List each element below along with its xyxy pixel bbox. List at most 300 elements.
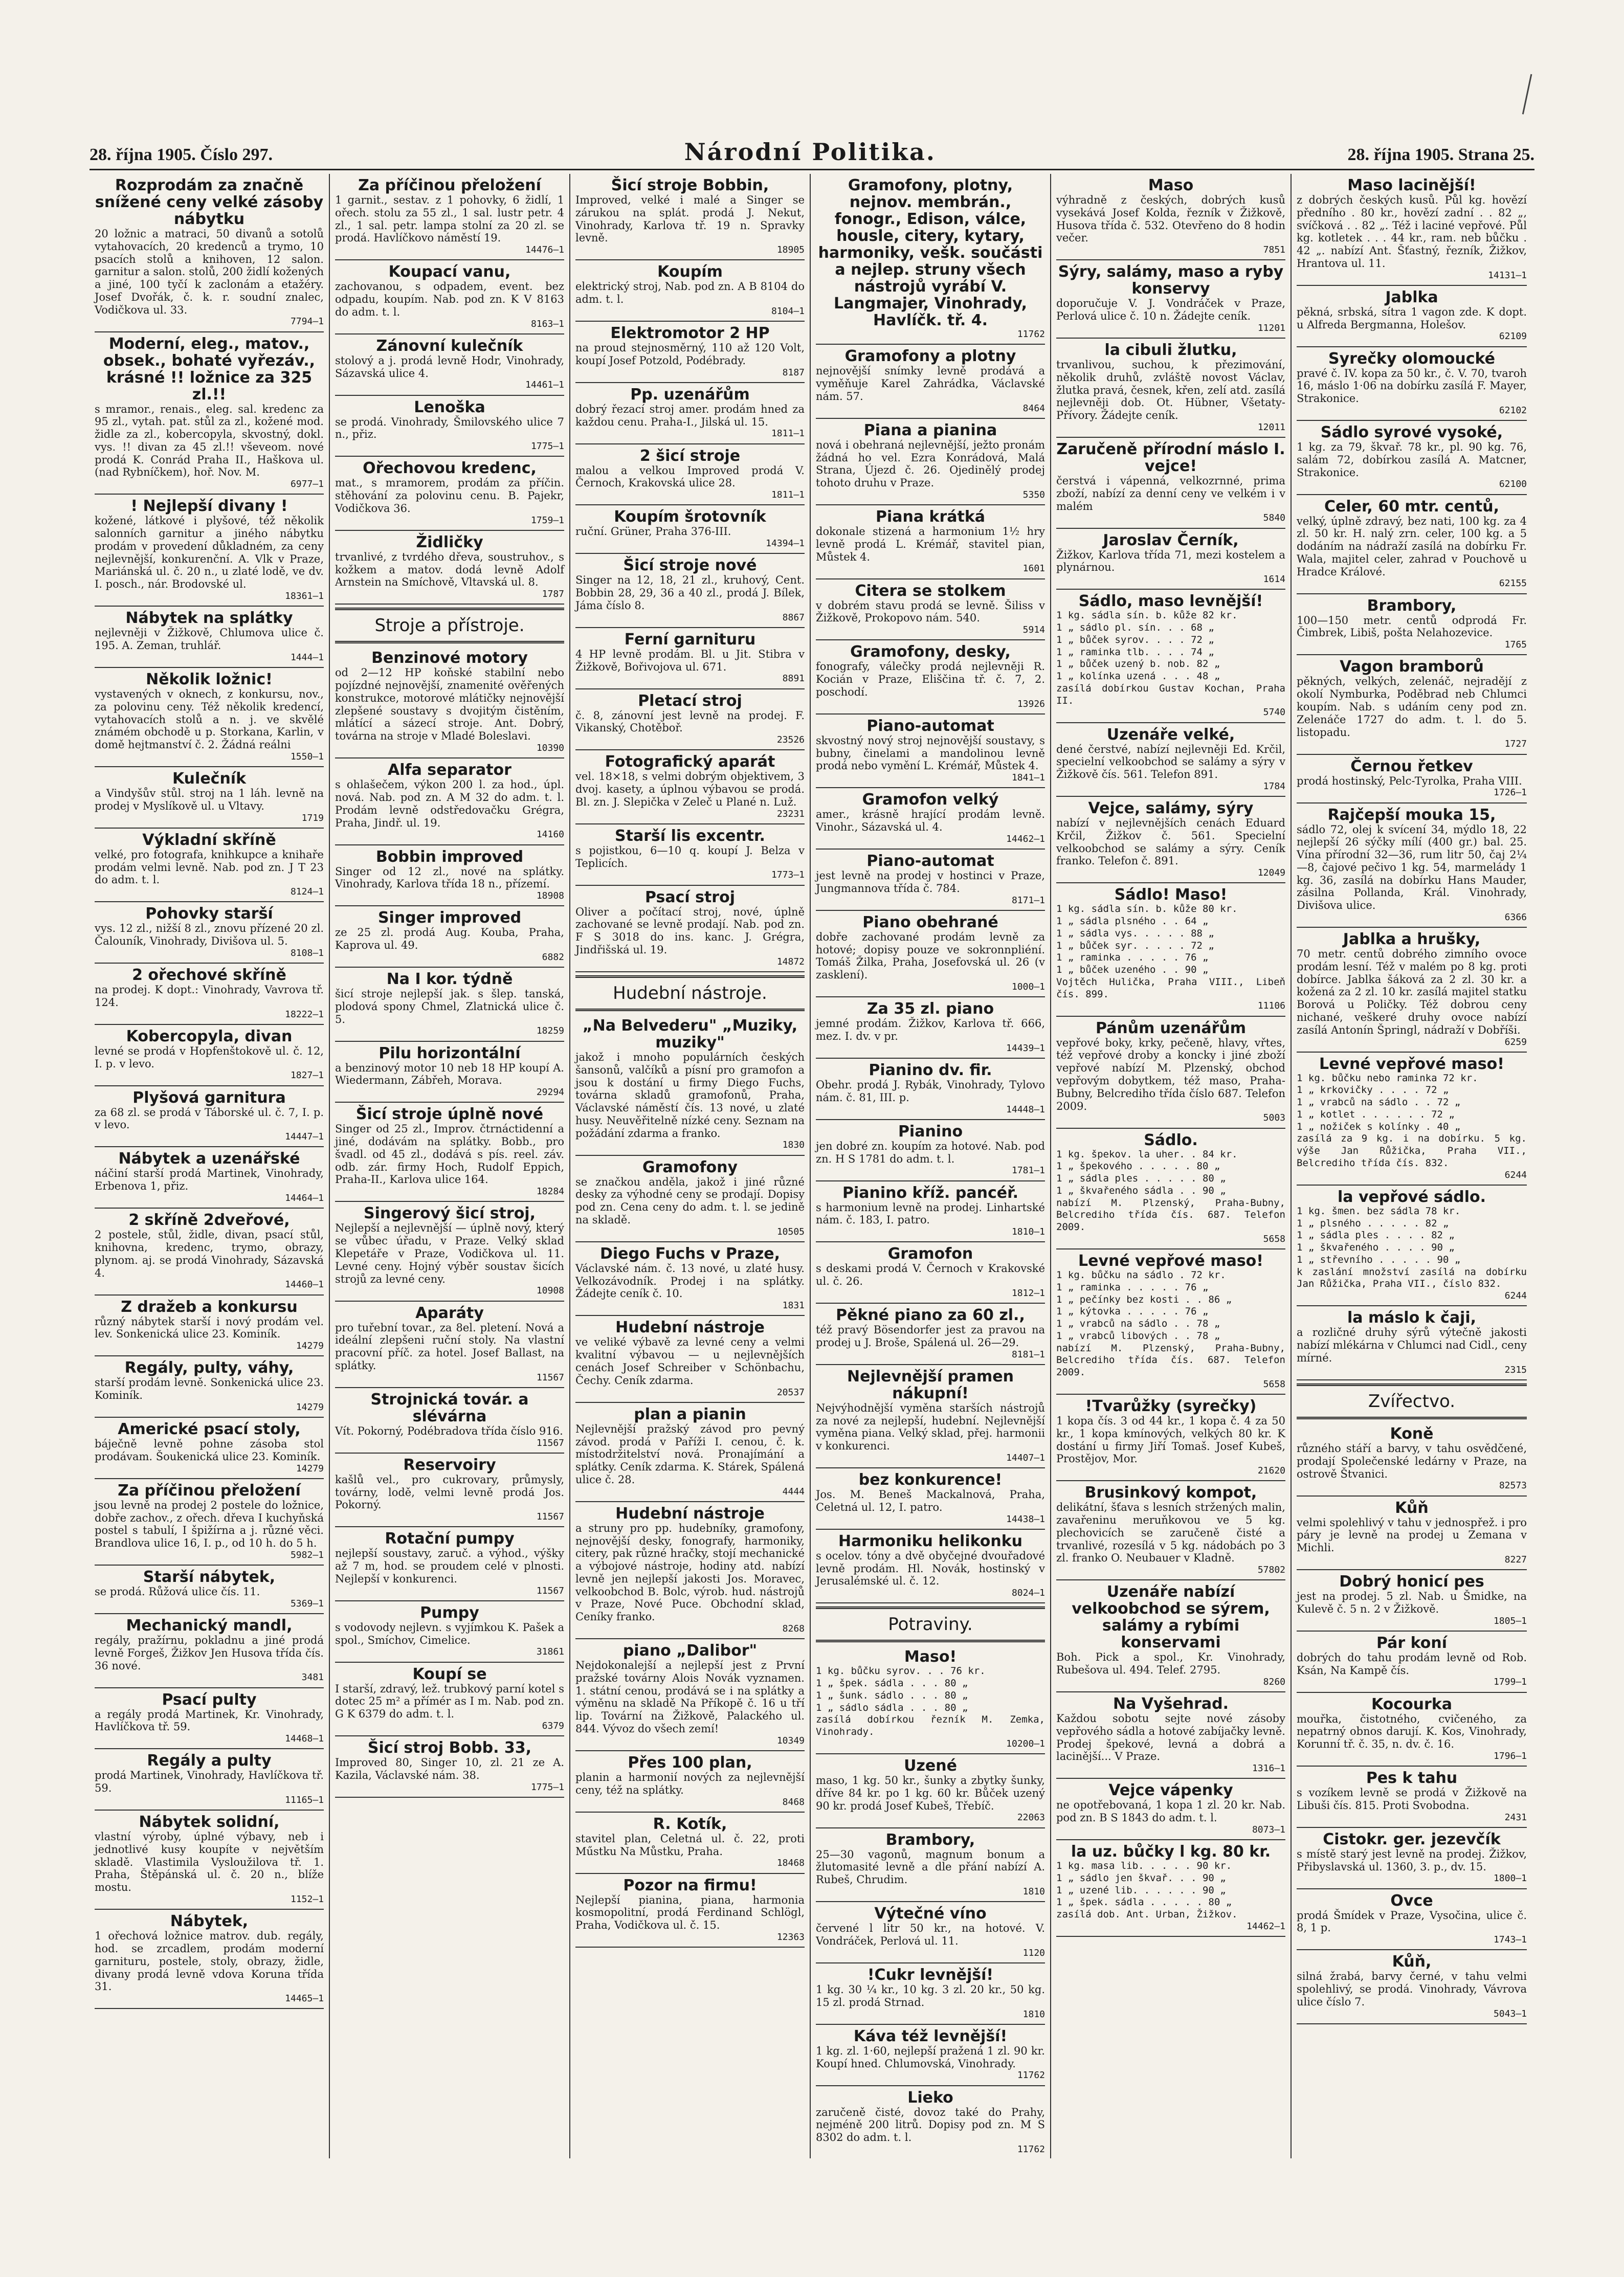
- classified-ad: [816, 997, 1045, 1059]
- classified-ad: [1056, 797, 1285, 883]
- ad-body: různého stáří a barvy, v tahu osvědčené, prodají Společenské ledárny v Praze, na ostrově Štvanici.: [1297, 1442, 1527, 1480]
- classified-ad: [335, 260, 564, 334]
- ad-headline: Vejce, salámy, sýry: [1088, 799, 1254, 818]
- classified-ad: [575, 1874, 805, 1948]
- ad-reference-number: 18222—1: [285, 1009, 324, 1020]
- ad-reference-number: 14407—1: [1006, 1452, 1045, 1463]
- ad-headline: Zaručeně přírodní máslo I. vejce!: [1056, 440, 1285, 476]
- ad-headline: Koupací vanu,: [388, 263, 511, 281]
- ad-body: jemné prodám. Žižkov, Karlova tř. 666, mez. I. dv. v pr.: [816, 1017, 1045, 1043]
- page-number: 28. října 1905. Strana 25.: [1347, 145, 1534, 164]
- ad-headline: Za příčinou přeložení: [118, 1481, 301, 1500]
- classified-ad: [95, 1614, 324, 1688]
- ad-headline: Koně: [1390, 1424, 1434, 1443]
- ad-body: z dobrých českých kusů. Půl kg. hovězí předního . 80 kr., hovězí zadní . . 82 „, svíčková . . 82 „. Též i laciné vepřové. Půl kg. kotletek . . . 44 kr., ram. neb bůčku . 42 „. nabízí Ant. Šťastný, řezník, Žižkov, Hrantova ul. 11.: [1297, 194, 1527, 270]
- classified-ad: [95, 1811, 324, 1910]
- ad-body: mat., s mramorem, prodám za příčin. stěhování za polovinu cenu. B. Pajekr, Vodičkova 36.: [335, 477, 564, 515]
- ad-body: Nejdokonalejší a nejlepší jest z První pražské továrny Alois Novák vyznamen. 1. státní cenou, prodává se i na splátky a výměnu na skladě Na Příkopě č. 16 u tří lip. Tovární na Žižkově, Palackého ul. 844. Vývoz do všech zemí!: [575, 1659, 805, 1735]
- ad-body: Jos. M. Beneš Mackalnová, Praha, Celetná ul. 12, I. patro.: [816, 1488, 1045, 1513]
- classified-ad: [816, 345, 1045, 419]
- ad-body: ve veliké výbavě za levné ceny a velmi kvalitní výbavou — u nejlevnějších cenách Josef Schreiber v Schönbachu, Čechy. Ceník zdarma.: [575, 1336, 805, 1387]
- ad-body: nejlepší soustavy, zaruč. a výhod., výšky až 7 m, hod. se proudem celé v plnosti. Nejlepší v konkurenci.: [335, 1547, 564, 1585]
- ad-body: Obehr. prodá J. Rybák, Vinohrady, Tylovo nám. č. 81, III. p.: [816, 1079, 1045, 1104]
- classified-ad: [95, 1147, 324, 1209]
- ad-body: ruční. Grüner, Praha 376-III.: [575, 525, 731, 538]
- ad-reference-number: 1775—1: [530, 441, 564, 452]
- ad-body: jen dobré zn. koupím za hotové. Nab. pod zn. H S 1781 do adm. t. l.: [816, 1140, 1045, 1165]
- ad-headline: Přes 100 plan,: [628, 1753, 752, 1772]
- classified-ad: [816, 2086, 1045, 2158]
- ad-body: Václavské nám. č. 13 nové, u zlaté husy. Velkozávodník. Prodej i na splátky. Žádejte ceník č. 10.: [575, 1262, 805, 1300]
- ad-reference-number: 1800—1: [1493, 1873, 1527, 1884]
- ad-body: 70 metr. centů dobrého zimního ovoce prodám lesní. Též v malém po 8 kg. proti dobírce. Jablka šáková za 2 zl. 30 kr. a kožená za 2 zl. 10 kr. zasílá majitel statku Borová u Poličky. Též dobrou ceny nichané, veškeré druhy ovoce nabízí zasílá Antonín Špringl, nádraží v Dobříši.: [1297, 948, 1527, 1036]
- ad-reference-number: 11201: [1257, 322, 1285, 333]
- ad-headline: Pohovky starší: [145, 905, 273, 923]
- classified-ad: [816, 1530, 1045, 1604]
- classified-ad: [816, 788, 1045, 850]
- ad-headline: Moderní, eleg., matov., obsek., bohaté vyřezáv., krásné !! ložnice za 325 zl.!!: [103, 334, 316, 404]
- classified-ad: [95, 1566, 324, 1614]
- ad-reference-number: 62109: [1499, 331, 1527, 342]
- ad-headline: Vagon bramborů: [1340, 658, 1484, 676]
- ad-reference-number: 6977—1: [290, 479, 324, 490]
- classified-ad: [335, 174, 564, 260]
- ad-body: a Vindyšův stůl. stroj na 1 láh. levně na prodej v Myslíkově ul. u Vltavy.: [95, 787, 324, 812]
- ad-headline: ! Nejlepší divany !: [130, 497, 288, 516]
- ad-reference-number: 5914: [1022, 624, 1045, 636]
- classified-ad: [1297, 1950, 1527, 2024]
- ad-reference-number: 1811—1: [771, 428, 805, 439]
- classified-ad: [1297, 1828, 1527, 1889]
- ad-reference-number: 57802: [1257, 1565, 1285, 1576]
- ad-headline: Strojnická továr. a slévárna: [370, 1390, 529, 1425]
- classified-ad: [816, 1963, 1045, 2025]
- ad-reference-number: 1773—1: [771, 869, 805, 881]
- classified-ad: [816, 640, 1045, 715]
- classified-ad: [95, 495, 324, 607]
- ad-reference-number: 14461—1: [525, 380, 564, 391]
- classified-ad: [1297, 655, 1527, 754]
- ad-body: se značkou anděla, jakož i jiné různé desky za výhodné ceny se prodají. Dopisy pod zn. Cena ceny do adm. t. l. se jedině na skladě.: [575, 1175, 805, 1226]
- ad-reference-number: 8891: [782, 673, 805, 684]
- ad-headline: Psací stroj: [645, 888, 735, 906]
- ad-body: 25—30 vagonů, magnum bonum a žlutomasité levně a dle přání nabízí A. Rubeš, Chrudim.: [816, 1848, 1045, 1886]
- classified-ad: [1297, 1053, 1527, 1186]
- ad-body: pěkná, srbská, sítra 1 vagon zde. K dopt. u Alfreda Bergmanna, Holešov.: [1297, 305, 1527, 331]
- classified-ad: [335, 845, 564, 907]
- ad-headline: Hudební nástroje: [615, 1319, 765, 1337]
- classified-ad: [95, 1086, 324, 1148]
- classified-ad: [816, 505, 1045, 579]
- classified-ad: [95, 1025, 324, 1086]
- classified-ad: [1297, 1570, 1527, 1632]
- ad-headline: Mechanický mandl,: [126, 1617, 293, 1635]
- ad-headline: Piana a pianina: [863, 421, 997, 439]
- classified-ad: [575, 505, 805, 554]
- ad-headline: Gramofon: [887, 1245, 973, 1263]
- classified-ad: [335, 906, 564, 968]
- ad-headline: Koupím šrotovník: [614, 508, 766, 526]
- classified-ad: [816, 174, 1045, 345]
- classified-ad: [575, 886, 805, 972]
- classified-ad: [1056, 590, 1285, 723]
- ad-reference-number: 18468: [776, 1858, 805, 1869]
- price-list: 1 kg. špekov. la uher. . 84 kr. 1 „ špekového . . . . . 80 „ 1 „ sádla ples . . . . . 80 „ 1 „ škvařeného sádla . . 90 „ nabízí M. Plzenský, Praha-Bubny, Belcrediho třída čís. 687. Telefon 2009.: [1056, 1148, 1285, 1233]
- classified-ad: [575, 383, 805, 444]
- classified-ad: [95, 964, 324, 1025]
- ad-headline: Šicí stroj Bobb. 33,: [367, 1739, 532, 1757]
- ad-body: Vít. Pokorný, Podébradova třída číslo 916.: [335, 1424, 563, 1437]
- ad-reference-number: 6379: [542, 1720, 564, 1731]
- ad-headline: la vepřové sádlo.: [1338, 1188, 1486, 1206]
- ad-body: doporučuje V. J. Vondráček v Praze, Perlová ulice č. 10 n. Žádejte ceník.: [1056, 297, 1285, 323]
- classified-ad: [575, 1403, 805, 1502]
- ad-headline: Celer, 60 mtr. centů,: [1324, 497, 1499, 516]
- ad-reference-number: 8181—1: [1011, 1349, 1045, 1360]
- ad-headline: Gramofony a plotny: [844, 347, 1016, 366]
- classified-ad: [95, 668, 324, 767]
- ad-body: velké, pro fotografa, knihkupce a knihaře prodám velmi levně. Nab. pod zn. J T 23 do adm. t. l.: [95, 848, 324, 886]
- ad-headline: Šicí stroje nové: [623, 556, 757, 575]
- classified-ad: [816, 1365, 1045, 1468]
- ad-headline: Reservoiry: [403, 1456, 496, 1474]
- classified-ad: [95, 902, 324, 964]
- ad-reference-number: 14131—1: [1488, 270, 1527, 281]
- issue-date: 28. října 1905. Číslo 297.: [90, 145, 273, 164]
- ad-body: 2 postele, stůl, židle, divan, psací stůl, knihovna, kredenc, trymo, obrazy, plynom. aj. se prodá Vinohrady, Sázavská 4.: [95, 1229, 324, 1279]
- classified-ad: [335, 457, 564, 531]
- ad-reference-number: 1550—1: [290, 751, 324, 762]
- ad-headline: Kulečník: [172, 770, 247, 788]
- ad-reference-number: 1719: [301, 812, 324, 823]
- ad-reference-number: 11762: [1017, 2070, 1045, 2081]
- ad-body: čerstvá i vápenná, velkozrnné, prima zboží, nabízí za denní ceny ve velkém i v malém: [1056, 475, 1285, 512]
- classified-ad: [95, 1749, 324, 1811]
- ad-headline: Na I kor. týdně: [386, 970, 513, 989]
- classified-ad: [816, 1754, 1045, 1828]
- ad-body: 1 kg. zl. 1·60, nejlepší pražená 1 zl. 90 kr. Koupí hned. Chlumovská, Vinohrady.: [816, 2044, 1045, 2070]
- ad-reference-number: 12011: [1257, 421, 1285, 433]
- ad-reference-number: 1614: [1263, 574, 1285, 585]
- classified-ad: [575, 1502, 805, 1639]
- ad-headline: Aparáty: [415, 1304, 484, 1322]
- ad-headline: Gramofony, desky,: [850, 643, 1011, 661]
- classified-ad: [1297, 495, 1527, 594]
- classified-ad: [575, 628, 805, 689]
- ad-body: amer., krásně hrající prodám levně. Vinohr., Sázavská ul. 4.: [816, 808, 1045, 834]
- ad-headline: Gramofon velký: [862, 791, 999, 809]
- classified-ad: [1297, 928, 1527, 1053]
- classified-ad: [816, 715, 1045, 789]
- ad-headline: Sádlo! Maso!: [1114, 886, 1228, 904]
- price-list: 1 kg. šmen. bez sádla 78 kr. 1 „ plsného . . . . . 82 „ 1 „ sádla ples . . . . 82 „ 1 „ škvařeného . . . . 90 „ 1 „ střevního . . . . . 90 „ k zaslání množství zasílá na dobírku Jan Růžička, Praha VII., číslo 832.: [1297, 1205, 1527, 1290]
- ad-reference-number: 62100: [1499, 479, 1527, 490]
- ad-reference-number: 2315: [1504, 1364, 1527, 1375]
- ad-body: nejlevněji v Žižkově, Chlumova ulice č. 195. A. Zeman, truhlář.: [95, 627, 324, 652]
- classified-ad: [95, 767, 324, 829]
- ad-body: delikátní, šťava s lesních stržených malin, zavařeninu meruňkovou ve 5 kg. plechovicích se zaručeně čisté a trvanlivé, rozesílá v 5 kg. nádobách po 3 zl. franko O. Neubauer v Kladně.: [1056, 1501, 1285, 1565]
- ad-body: jsou levně na prodej 2 postele do ložnice, dobře zachov., z ořech. dřeva I kuchyňská postel s tabulí, I špižírna a j. různé věci. Brandlova ulice 16, I. p., od 10 h. do 5 h.: [95, 1499, 324, 1550]
- ad-body: vlastní výroby, úplné výbavy, neb i jednotlivé kusy koupíte v největším skladě. Vlastimila Vysloužilova tř. 1. Praha, Štěpánská ul. č. 20 n., blíže mostu.: [95, 1830, 324, 1894]
- price-list: 1 kg. bůčku nebo raminka 72 kr. 1 „ krkovičky . . . . 72 „ 1 „ vrabců na sádlo . . 72 „ 1 „ kotlet . . . . . . 72 „ 1 „ nožiček s kolínky . 40 „ zasílá za 9 kg. i na dobírku. 5 kg. výše Jan Růžička, Praha VII., Belcrediho třída čís. 832.: [1297, 1072, 1527, 1169]
- ad-headline: Nábytek solidní,: [139, 1813, 280, 1832]
- ad-body: šicí stroje nejlepší jak. s šlep. tanská, plodová spony Chmel, Zlatnická ulice č. 5.: [335, 988, 564, 1025]
- ad-headline: Bobbin improved: [375, 847, 524, 866]
- ad-body: na prodej. K dopt.: Vinohrady, Vavrova tř. 124.: [95, 984, 324, 1009]
- ad-body: a rozličné druhy sýrů výtečně jakosti nabízí mlékárna v Chlumci nad Cidl., ceny mírné.: [1297, 1326, 1527, 1364]
- ad-reference-number: 10200—1: [1006, 1738, 1045, 1749]
- ad-reference-number: 1316—1: [1252, 1763, 1285, 1774]
- classified-ad: [1056, 1017, 1285, 1129]
- ad-body: fonografy, válečky prodá nejlevněji R. Kocián v Praze, Eliščina tř. č. 7, 2. poschodí.: [816, 660, 1045, 698]
- ad-reference-number: 18259: [536, 1025, 564, 1037]
- ad-headline: piano „Dalibor": [622, 1642, 758, 1660]
- ad-reference-number: 8187: [782, 367, 805, 378]
- ad-reference-number: 1827—1: [290, 1070, 324, 1081]
- ad-reference-number: 10349: [776, 1735, 805, 1746]
- ad-headline: Singer improved: [377, 909, 522, 927]
- ad-body: velký, úplně zdravý, bez nati, 100 kg. za 4 zl. 50 kr. H. nalý zrn. celer, 100 kg. a 5 dodáním na nádraží zasílá na dobírku Fr. Wala, majitel celer, zahrad v Pouchově u Hradce Králové.: [1297, 515, 1527, 578]
- classified-ad: [575, 1242, 805, 1316]
- ad-reference-number: 2431: [1504, 1812, 1527, 1823]
- column-4: [811, 174, 1051, 2158]
- ad-body: 20 ložnic a matraci, 50 divanů a sotolů vytahovacích, 20 kredenců a trymo, 10 psacích stolů a knihoven, 12 salon. garnitur a salon. stolů, 200 židlí kožených a jiné, 100 tyčí k zaclonám a etažéry. Josef Dvořák, č. k. r. soudní znalec, Vodičkova ul. 33.: [95, 228, 324, 316]
- ad-body: pravé č. IV. kopa za 50 kr., č. V. 70, tvaroh 16, máslo 1·06 na dobírku zasílá F. Mayer, Strakonice.: [1297, 367, 1527, 405]
- ad-body: nabízí v nejlevnějších cenách Eduard Krčil, Žižkov č. 561. Specielní velkoobchod se salámy a sýry. Ceník franko. Telefon č. 891.: [1056, 817, 1285, 867]
- ad-headline: Singerový šicí stroj,: [364, 1204, 536, 1223]
- ad-headline: Harmoniku helikonku: [838, 1532, 1023, 1550]
- classified-ad: [1297, 755, 1527, 803]
- ad-headline: Z dražeb a konkursu: [121, 1298, 298, 1316]
- ad-body: skvostný nový stroj nejnovější soustavy, s bubny, činelami a mandolinou levně prodá nebo vymění L. Krémář, Můstek 4.: [816, 734, 1045, 772]
- ad-headline: Šicí stroje Bobbin,: [611, 176, 769, 194]
- ad-headline: Pumpy: [420, 1603, 479, 1622]
- ad-reference-number: 11567: [536, 1372, 564, 1383]
- ad-headline: Levné vepřové maso!: [1078, 1252, 1263, 1270]
- classified-ad: [816, 1468, 1045, 1530]
- classified-ad: [335, 1601, 564, 1663]
- classified-ad: [1297, 1186, 1527, 1306]
- ad-headline: 2 šicí stroje: [639, 447, 741, 465]
- section-heading: Potraviny.: [816, 1606, 1045, 1642]
- ad-reference-number: 8227: [1504, 1554, 1527, 1565]
- ad-headline: Lenoška: [414, 398, 485, 416]
- ad-body: prodá Martinek, Vinohrady, Havlíčkova tř. 59.: [95, 1769, 324, 1795]
- classified-ad: [1297, 1306, 1527, 1380]
- ad-reference-number: 22063: [1017, 1812, 1045, 1823]
- ad-reference-number: 5369—1: [290, 1598, 324, 1609]
- ad-headline: Zánovní kulečník: [376, 337, 523, 355]
- classified-ad: [335, 1454, 564, 1528]
- column-2: [330, 174, 570, 2158]
- ad-body: 1 kg. za 79, škvař. 78 kr., pl. 90 kg. 76, salám 72, dobírkou zasílá A. Matcner, Strakonice.: [1297, 441, 1527, 479]
- ad-reference-number: 5740: [1263, 707, 1285, 718]
- ad-reference-number: 11762: [1017, 329, 1045, 340]
- classified-ad: [1056, 723, 1285, 797]
- ad-reference-number: 1784: [1263, 780, 1285, 792]
- ad-headline: Sádlo.: [1144, 1131, 1198, 1149]
- ad-columns: [90, 174, 1532, 2158]
- classified-ad: [816, 911, 1045, 997]
- classified-ad: [1056, 438, 1285, 529]
- ad-headline: Pár koní: [1376, 1634, 1448, 1652]
- ad-body: Boh. Pick a spol., Kr. Vinohrady, Rubešova ul. 494. Telef. 2795.: [1056, 1651, 1285, 1677]
- ad-headline: Pěkné piano za 60 zl.,: [836, 1306, 1025, 1325]
- classified-ad: [1297, 1632, 1527, 1693]
- ad-headline: Černou řetkev: [1350, 757, 1473, 775]
- ad-reference-number: 1841—1: [1011, 772, 1045, 784]
- ad-body: 1 garnit., sestav. z 1 pohovky, 6 židlí, 1 ořech. stolu za 55 zl., 1 sal. lustr petr. 4 zl., 1 sal. petr. lampa stolní za 20 zl. se prodá. Havlíčkovo náměstí 19.: [335, 194, 564, 244]
- ad-body: s deskami prodá V. Černoch v Krakovské ul. č. 26.: [816, 1262, 1045, 1288]
- ad-headline: !Cukr levnější!: [867, 1966, 994, 1984]
- ad-headline: Pilu horizontální: [379, 1044, 521, 1062]
- classified-ad: [335, 396, 564, 457]
- ad-reference-number: 1781—1: [1011, 1165, 1045, 1176]
- ad-headline: la máslo k čaji,: [1347, 1309, 1477, 1327]
- classified-ad: [95, 1688, 324, 1750]
- ad-headline: Ovce: [1390, 1891, 1433, 1910]
- ad-reference-number: 1796—1: [1493, 1750, 1527, 1761]
- ad-headline: Pianino dv. fir.: [869, 1061, 992, 1080]
- ad-reference-number: 11762: [1017, 2144, 1045, 2155]
- ad-reference-number: 29294: [536, 1087, 564, 1098]
- ad-body: prodá Šmídek v Praze, Vysočina, ulice č. 8, 1 p.: [1297, 1909, 1527, 1934]
- ad-body: s mramor., renais., eleg. sal. kredenc za 95 zl., vytah. pat. stůl za zl., kožené mod. židle za zl., kobercopyla, skvostný, dokl. vys. !! divan za 45 zl.!! vševeom. nové prodá K. Conrád Praha II., Haškova ul. (nad Rybníčkem), hoř. Nov. M.: [95, 403, 324, 479]
- ad-body: s pojistkou, 6—10 q. koupí J. Belza v Teplicích.: [575, 844, 805, 869]
- ad-headline: Brambory,: [1367, 596, 1457, 615]
- ad-headline: Lieko: [907, 2088, 953, 2107]
- classified-ad: [1297, 1889, 1527, 1951]
- ad-reference-number: 1727: [1504, 739, 1527, 750]
- ad-reference-number: 21620: [1257, 1465, 1285, 1477]
- ad-body: se prodá. Růžová ulice čís. 11.: [95, 1586, 260, 1598]
- ad-body: malou a velkou Improved prodá V. Černoch, Krakovská ulice 28.: [575, 464, 805, 489]
- ad-reference-number: 1120: [1022, 1947, 1045, 1958]
- ad-body: s harmonium levně na prodej. Linhartské nám. č. 183, I. patro.: [816, 1201, 1045, 1226]
- ad-headline: Vejce vápenky: [1108, 1781, 1233, 1800]
- classified-ad: [335, 1527, 564, 1601]
- ad-reference-number: 1799—1: [1493, 1677, 1527, 1688]
- ad-reference-number: 14464—1: [285, 1192, 324, 1203]
- ad-body: báječně levně pohne zásoba stol prodávam. Šoukenická ulice 23. Kominík.: [95, 1438, 324, 1463]
- ad-headline: Nábytek na splátky: [125, 609, 293, 628]
- ad-headline: Koupím: [657, 263, 723, 281]
- ad-headline: Fotografický aparát: [605, 753, 775, 771]
- ad-headline: !Tvarůžky (syrečky): [1085, 1397, 1257, 1416]
- ad-reference-number: 14439—1: [1006, 1042, 1045, 1054]
- ad-reference-number: 6244: [1504, 1169, 1527, 1180]
- classified-ad: [335, 531, 564, 605]
- ad-headline: Pánům uzenářům: [1095, 1019, 1247, 1037]
- ad-body: velmi spolehlivý v tahu v jednospřež. i pro páry je levně na prodej u Zemana v Michli.: [1297, 1516, 1527, 1554]
- ad-reference-number: 8108—1: [290, 947, 324, 958]
- classified-ad: [1056, 174, 1285, 260]
- classified-ad: [575, 1014, 805, 1156]
- ad-body: různý nábytek starší i nový prodám vel. lev. Sonkenická ulice 23. Kominík.: [95, 1315, 324, 1341]
- classified-ad: [1056, 1779, 1285, 1840]
- ad-body: vystavených v oknech, z konkursu, nov., za polovinu ceny. Též několik kredencí, vytahovacích stolů a n. j. ve skvělé známém obchodě u p. Storkana, Karlin, v domě hejtmanství č. 2. Žádná reálni: [95, 688, 324, 751]
- ad-reference-number: 14462—1: [1247, 1921, 1285, 1932]
- ad-headline: Výkladní skříně: [142, 831, 276, 849]
- ad-body: Nejlepší a nejlevnější — úplně nový, který se vůbec úřadu, v Praze. Velký sklad Klepetáře v Praze, Vodičkova ul. 11. Levné ceny. Hojný výběr soustav šicích strojů za levné ceny.: [335, 1222, 564, 1285]
- ad-body: I starší, zdravý, lež. trubkový parní kotel s dotec 25 m² a přímér as I m. Nab. pod zn. G K 6379 do adm. t. l.: [335, 1682, 564, 1721]
- ad-headline: Piano-automat: [866, 717, 994, 735]
- ad-headline: „Na Belvederu" „Muziky, muziky": [582, 1017, 798, 1052]
- ad-body: sádlo 72, olej k svícení 34, mýdlo 18, 22 nejlepší 26 sýčky mílí (400 gr.) bal. 25. Vína přírodní 32—36, rum litr 50, čaj 2¼—8, čajové pečivo 1 kg. 54, marmelády 1 kg. 36, zasílá na dobírku Hans Mauder, zásilna Pollanda, Král. Vinohrady, Divišova ulice.: [1297, 823, 1527, 912]
- ad-body: s vozíkem levně se prodá v Žižkově na Libuši čís. 815. Proti Svobodna.: [1297, 1787, 1527, 1812]
- classified-ad: [575, 824, 805, 886]
- ad-reference-number: 18908: [536, 890, 564, 902]
- ad-reference-number: 1810: [1022, 2008, 1045, 2020]
- ad-reference-number: 7851: [1263, 244, 1285, 256]
- ad-headline: Gramofony, plotny, nejnov. membrán., fonogr., Edison, válce, housle, citery, kytary, harmoniky, vešk. součásti a nejlep. struny všech nástrojů vyrábí V. Langmajer, Vinohrady, Havlíčk. tř. 4.: [818, 176, 1043, 329]
- ad-headline: Pletací stroj: [638, 691, 742, 710]
- ad-reference-number: 5658: [1263, 1378, 1285, 1390]
- ad-headline: Sýry, salámy, maso a ryby konservy: [1058, 263, 1284, 298]
- ad-body: trvanlivé, z tvrdého dřeva, soustruhov., s kožkem a matov. dodá levně Adolf Arnstein na Smíchově, Vltavská ul. 8.: [335, 550, 564, 589]
- classified-ad: [1297, 347, 1527, 421]
- ad-body: červené l litr 50 kr., na hotové. V. Vondráček, Perlová ul. 11.: [816, 1922, 1045, 1947]
- ad-body: starší prodám levně. Sonkenická ulice 23. Kominík.: [95, 1376, 324, 1402]
- ad-headline: 2 skříně 2dveřové,: [128, 1211, 290, 1230]
- ad-headline: Maso!: [904, 1648, 957, 1666]
- ad-body: trvanlivou, suchou, k přezimování, několik druhů, zvláště novost Václav, žlutka pravá, česnek, křen, zelí atd. zasílá nejlevněji dob. Ot. Hübner, Všetaty-Přívory. Žádejte ceník.: [1056, 359, 1285, 422]
- classified-ad: [575, 1316, 805, 1402]
- ad-body: s místě starý jest levně na prodej. Žižkov, Přibyslavská ul. 1360, 3. p., dv. 15.: [1297, 1847, 1527, 1873]
- ad-headline: Nábytek,: [170, 1912, 249, 1931]
- price-list: 1 kg. bůčku na sádlo . 72 kr. 1 „ raminka . . . . . 76 „ 1 „ pečínky bez kosti . . 86 „ 1 „ kýtovka . . . . . 76 „ 1 „ vrabců na sádlo . . 78 „ 1 „ vrabců libových . . 78 „ nabízí M. Plzenský, Praha-Bubny, Belcrediho třída čís. 687. Telefon 2009.: [1056, 1269, 1285, 1378]
- classified-ad: [816, 1645, 1045, 1754]
- ad-body: dené čerstvé, nabízí nejlevněji Ed. Krčil, specielní velkoobchod se salámy a sýry v Žižkově čís. 561. Telefon 891.: [1056, 743, 1285, 781]
- ad-headline: la uz. bůčky l kg. 80 kr.: [1071, 1843, 1271, 1861]
- ad-reference-number: 5043—1: [1493, 2008, 1527, 2019]
- ad-headline: 2 ořechové skříně: [132, 966, 286, 985]
- ad-reference-number: 5982—1: [290, 1549, 324, 1560]
- classified-ad: [335, 968, 564, 1042]
- running-head: [90, 138, 1534, 170]
- classified-ad: [1056, 1692, 1285, 1779]
- ad-headline: Kůň: [1395, 1499, 1429, 1517]
- ad-reference-number: 5003: [1263, 1112, 1285, 1124]
- ad-body: Nejlevnější pražský závod pro pevný závod. prodá v Paříži I. cenou, č. k. místodržitelství nová. Pronajímání a splátky. Ceník zdarma. K. Stárek, Spálená ulice č. 28.: [575, 1422, 805, 1486]
- ad-body: Improved 80, Singer 10, zl. 21 ze A. Kazila, Václavské nám. 38.: [335, 1756, 564, 1781]
- ad-reference-number: 4444: [782, 1486, 805, 1497]
- ad-body: 4 HP levně prodám. Bl. u Jit. Stibra v Žižkově, Bořivojova ul. 671.: [575, 648, 805, 673]
- ad-headline: Citera se stolkem: [855, 582, 1006, 600]
- ad-reference-number: 1811—1: [771, 489, 805, 501]
- ad-headline: Za 35 zl. piano: [866, 1000, 994, 1018]
- ad-headline: Alfa separator: [388, 761, 511, 779]
- ad-body: Singer od 25 zl., Improv. čtrnáctidenní a jiné, dodávám na splátky. Bobb., pro švadl. od 45 zl., dodává s pís. reel. záv. odb. zár. firmy Hoch, Rudolf Eppich, Praha-II., Karlova ulice 164.: [335, 1123, 564, 1186]
- ad-body: vys. 12 zl., nižší 8 zl., znovu přízené 20 zl. Čalouník, Vinohrady, Divišova ul. 5.: [95, 922, 324, 948]
- ad-reference-number: 11165—1: [285, 1794, 324, 1805]
- ad-body: Singer od 12 zl., nové na splátky. Vinohrady, Karlova třída 18 n., přízemí.: [335, 865, 564, 890]
- ad-body: mouřka, čistotného, cvičeného, za nepatrný obnos darují. K. Kos, Vinohrady, Korunní tř. č. 35, n. dv. č. 16.: [1297, 1712, 1527, 1751]
- ad-headline: Maso lacinější!: [1347, 176, 1476, 194]
- ad-body: maso, 1 kg. 50 kr., šunky a zbytky šunky, dříve 84 kr. po 1 kg. 60 kr. Bůček uzený 90 kr. prodá Josef Kubeš, Třebíč.: [816, 1774, 1045, 1812]
- classified-ad: [95, 829, 324, 903]
- ad-body: se prodá. Vinohrady, Šmilovského ulice 7 n., přiz.: [335, 415, 564, 441]
- ad-headline: Gramofony: [642, 1158, 738, 1176]
- ad-reference-number: 14448—1: [1006, 1104, 1045, 1115]
- ad-body: nová i obehraná nejlevnější, ježto pronám žádná ho vel. Ezra Konrádová, Malá Strana, Újezd č. 26. Ojedinělý prodej tohoto druhu v Praze.: [816, 438, 1045, 489]
- ad-headline: Výtečné víno: [874, 1905, 987, 1923]
- ad-body: zachovanou, s odpadem, event. bez odpadu, koupím. Nab. pod zn. K V 8163 do adm. t. l.: [335, 280, 564, 318]
- ad-body: s ohlašečem, výkon 200 l. za hod., úpl. nová. Nab. pod zn. A M 32 do adm. t. l. Prodám levně odstředovačku Grégra, Praha, Jindř. ul. 19.: [335, 778, 564, 829]
- ad-reference-number: 1601: [1022, 563, 1045, 574]
- classified-ad: [816, 419, 1045, 505]
- classified-ad: [575, 1156, 805, 1242]
